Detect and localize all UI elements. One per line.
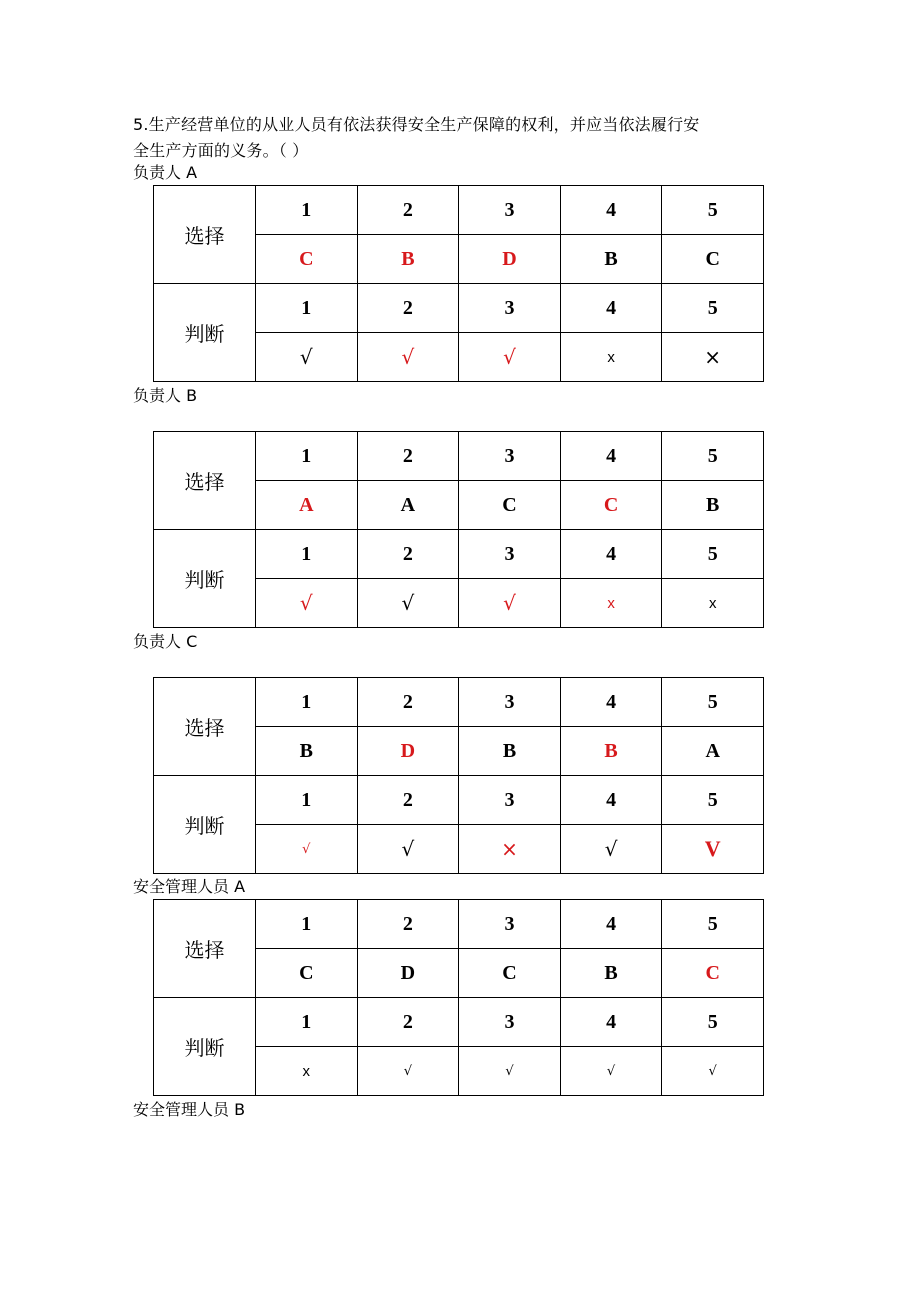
choice-number: 5 — [662, 432, 764, 481]
judge-number: 1 — [256, 776, 358, 825]
choice-number: 1 — [256, 678, 358, 727]
judge-number: 3 — [459, 530, 561, 579]
choice-answer: A — [357, 481, 459, 530]
question-line-1: 5.生产经营单位的从业人员有依法获得安全生产保障的权利，并应当依法履行安 — [133, 115, 700, 134]
choice-answer: D — [357, 727, 459, 776]
judge-title: 判断 — [154, 776, 256, 874]
judge-answer: √ — [256, 333, 358, 382]
judge-title: 判断 — [154, 530, 256, 628]
choice-answer: C — [459, 949, 561, 998]
choice-answer: C — [256, 235, 358, 284]
answer-table — [153, 185, 764, 382]
choice-answer: B — [560, 949, 662, 998]
judge-answer: x — [560, 333, 662, 382]
judge-number-row — [154, 998, 764, 1047]
answer-table — [153, 677, 764, 874]
judge-number: 2 — [357, 530, 459, 579]
choice-number: 5 — [662, 900, 764, 949]
choice-number: 5 — [662, 678, 764, 727]
choice-answer: B — [357, 235, 459, 284]
judge-number-row — [154, 284, 764, 333]
judge-number: 1 — [256, 284, 358, 333]
judge-title: 判断 — [154, 284, 256, 382]
choice-number: 4 — [560, 432, 662, 481]
judge-number: 5 — [662, 998, 764, 1047]
judge-answer: √ — [357, 579, 459, 628]
choice-answer: B — [662, 481, 764, 530]
choice-number: 2 — [357, 432, 459, 481]
choice-answer: D — [459, 235, 561, 284]
choice-title: 选择 — [154, 678, 256, 776]
choice-answer: B — [560, 727, 662, 776]
judge-number: 3 — [459, 998, 561, 1047]
section-label: 安全管理人员 B — [133, 1100, 246, 1119]
answer-table — [153, 899, 764, 1096]
choice-answer: C — [662, 949, 764, 998]
choice-number-row — [154, 186, 764, 235]
judge-answer: √ — [459, 1047, 561, 1096]
choice-number: 5 — [662, 186, 764, 235]
judge-answer: √ — [256, 825, 358, 874]
choice-number-row — [154, 678, 764, 727]
choice-number: 4 — [560, 900, 662, 949]
choice-answer: B — [459, 727, 561, 776]
choice-answer: B — [256, 727, 358, 776]
question-line-2: 全生产方面的义务。（ ） — [133, 141, 309, 160]
choice-number: 3 — [459, 678, 561, 727]
choice-answer: C — [662, 235, 764, 284]
choice-number: 1 — [256, 900, 358, 949]
judge-number: 3 — [459, 284, 561, 333]
choice-number: 2 — [357, 900, 459, 949]
judge-number: 2 — [357, 998, 459, 1047]
judge-answer: √ — [357, 1047, 459, 1096]
choice-number: 1 — [256, 186, 358, 235]
judge-number: 2 — [357, 776, 459, 825]
judge-answer: V — [662, 825, 764, 874]
choice-number: 2 — [357, 678, 459, 727]
judge-number-row — [154, 530, 764, 579]
judge-answer: × — [459, 825, 561, 874]
judge-answer: √ — [560, 1047, 662, 1096]
judge-answer: × — [662, 333, 764, 382]
choice-number-row — [154, 900, 764, 949]
choice-title: 选择 — [154, 186, 256, 284]
judge-answer: √ — [560, 825, 662, 874]
choice-number: 3 — [459, 432, 561, 481]
choice-answer: C — [256, 949, 358, 998]
choice-answer: A — [662, 727, 764, 776]
judge-number: 4 — [560, 530, 662, 579]
judge-answer: √ — [662, 1047, 764, 1096]
judge-number: 2 — [357, 284, 459, 333]
judge-number: 1 — [256, 530, 358, 579]
judge-number: 5 — [662, 776, 764, 825]
judge-number: 5 — [662, 530, 764, 579]
judge-answer: √ — [459, 579, 561, 628]
judge-number: 4 — [560, 284, 662, 333]
judge-answer: √ — [357, 333, 459, 382]
choice-number-row — [154, 432, 764, 481]
judge-answer: x — [662, 579, 764, 628]
judge-title: 判断 — [154, 998, 256, 1096]
judge-answer: x — [560, 579, 662, 628]
section-label: 安全管理人员 A — [133, 877, 246, 896]
answer-table — [153, 431, 764, 628]
choice-number: 3 — [459, 186, 561, 235]
judge-number: 3 — [459, 776, 561, 825]
choice-number: 4 — [560, 186, 662, 235]
judge-number: 4 — [560, 776, 662, 825]
choice-answer: A — [256, 481, 358, 530]
section-label: 负责人 A — [133, 163, 198, 182]
section-label: 负责人 B — [133, 386, 198, 405]
judge-answer: √ — [357, 825, 459, 874]
choice-number: 3 — [459, 900, 561, 949]
choice-number: 4 — [560, 678, 662, 727]
choice-title: 选择 — [154, 432, 256, 530]
choice-number: 2 — [357, 186, 459, 235]
judge-answer: x — [256, 1047, 358, 1096]
choice-number: 1 — [256, 432, 358, 481]
judge-number: 1 — [256, 998, 358, 1047]
judge-number-row — [154, 776, 764, 825]
judge-answer: √ — [256, 579, 358, 628]
choice-answer: B — [560, 235, 662, 284]
choice-title: 选择 — [154, 900, 256, 998]
choice-answer: C — [560, 481, 662, 530]
judge-number: 5 — [662, 284, 764, 333]
choice-answer: C — [459, 481, 561, 530]
judge-answer: √ — [459, 333, 561, 382]
section-label: 负责人 C — [133, 632, 198, 651]
choice-answer: D — [357, 949, 459, 998]
judge-number: 4 — [560, 998, 662, 1047]
